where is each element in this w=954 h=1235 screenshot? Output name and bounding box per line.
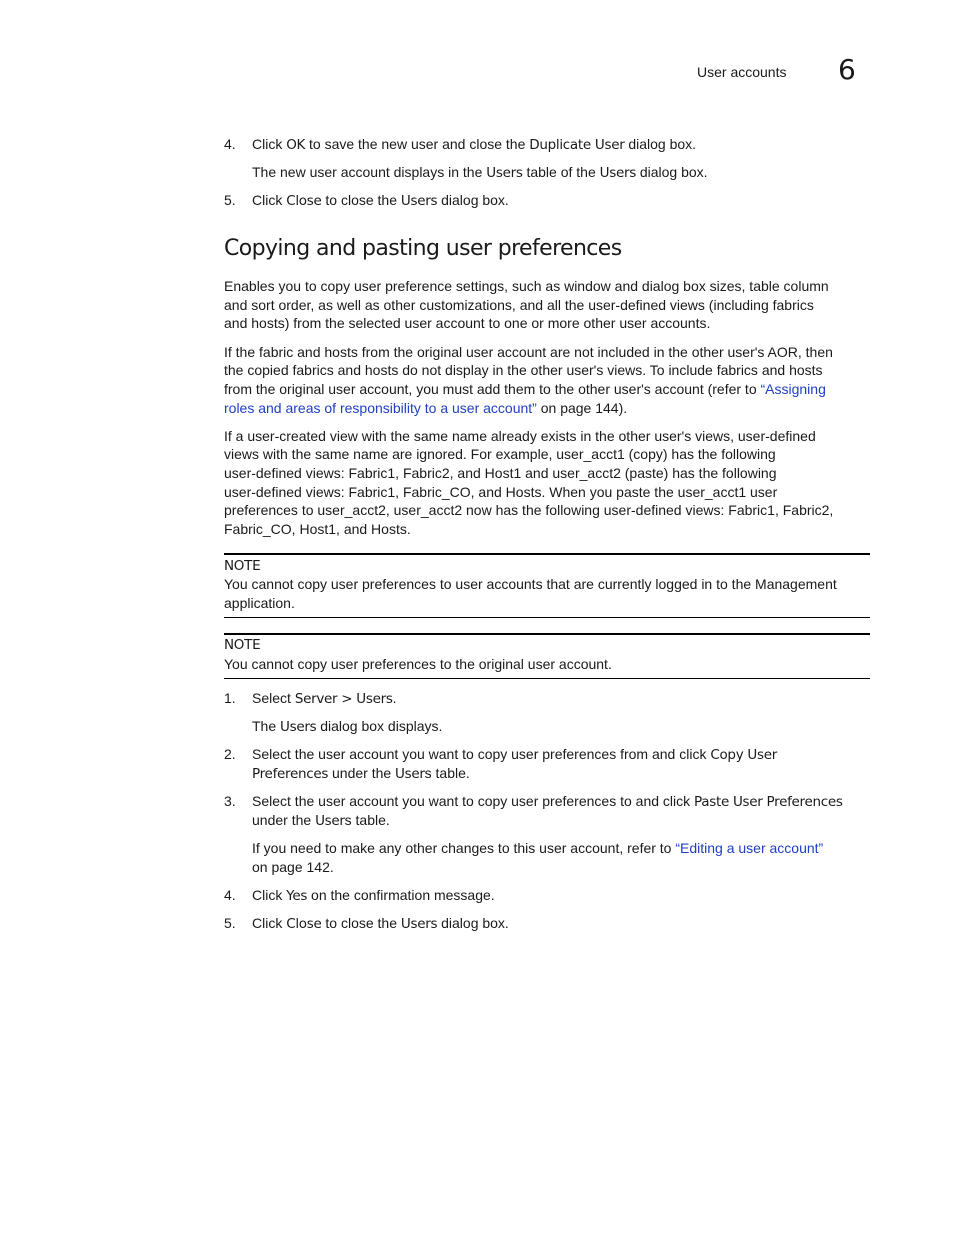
step-text: Select the user account you want to copy user preferences from and click — [252, 746, 711, 762]
step-3-cont — [252, 811, 390, 830]
note-label: NOTE — [224, 558, 261, 574]
duplicate-user-ref: Duplicate User — [529, 137, 625, 153]
users-table-ref: User — [315, 813, 345, 829]
copy-user-preferences-ref: Preferences — [252, 766, 329, 782]
users-table-ref: Users — [486, 165, 523, 181]
para1-line: Enables you to copy user preference settings, such as window and dialog box sizes, table column — [224, 278, 829, 294]
step-text: dialog box. — [437, 192, 509, 208]
users-dialog-ref: Users — [400, 193, 438, 209]
running-header-section: User accounts — [697, 64, 787, 80]
result-text: table of the — [522, 164, 600, 180]
para2-line: If the fabric and hosts from the original user account are not included in the other user's AOR, then — [224, 344, 833, 360]
users-dialog-ref: Users — [400, 916, 438, 932]
assigning-roles-link[interactable]: “Assigning — [760, 381, 826, 397]
chapter-number: 6 — [838, 53, 856, 86]
para3-line: user-defined views: Fabric1, Fabric_CO, and Hosts. When you paste the user_acct1 user — [224, 484, 778, 500]
users-dialog-ref: Users — [280, 719, 317, 735]
note-bottom-rule — [224, 678, 870, 679]
para2-line — [224, 380, 826, 398]
step-text: Click — [252, 192, 287, 208]
users-dialog-ref: Users — [599, 165, 636, 181]
step-2-cont — [252, 764, 470, 783]
note-text: application. — [224, 595, 295, 611]
para2-text: on page 144). — [536, 400, 628, 416]
para2-line — [224, 399, 627, 417]
step-text: to save the new user and close the — [305, 136, 530, 152]
step-text: Click — [252, 136, 287, 152]
paste-user-preferences-ref: Paste User Preferences — [694, 794, 843, 810]
note-top-rule — [224, 633, 870, 635]
step-text: dialog box. — [437, 915, 509, 931]
step-text: to close the — [321, 192, 401, 208]
step-number: 1. — [224, 690, 236, 706]
yes-button-ref: Yes — [286, 888, 308, 904]
para2-text: from the original user account, you must add them to the other user's account (refer to — [224, 381, 761, 397]
step-3-note — [252, 839, 823, 857]
step-text: to close the — [321, 915, 401, 931]
step-text: If you need to make any other changes to this user account, refer to — [252, 840, 676, 856]
note-label: NOTE — [224, 637, 261, 653]
step-number: 2. — [224, 746, 236, 762]
step-number: 3. — [224, 793, 236, 809]
editing-user-account-link[interactable]: “Editing a user account” — [675, 840, 824, 856]
step-text: on the confirmation message. — [307, 887, 495, 903]
step-number: 4. — [224, 887, 236, 903]
para3-line: user-defined views: Fabric1, Fabric2, and Host1 and user_acct2 (paste) has the following — [224, 465, 777, 481]
copy-user-preferences-ref: Copy User — [710, 747, 777, 763]
step-text: under the — [328, 765, 396, 781]
step-number: 5. — [224, 192, 236, 208]
result-text: dialog box displays. — [316, 718, 443, 734]
result-text: The — [252, 718, 281, 734]
users-table-ref: User — [395, 766, 425, 782]
server-users-menu-ref: Server > Users — [294, 691, 393, 707]
note-bottom-rule — [224, 617, 870, 618]
step-text: s table. — [344, 812, 390, 828]
para3-line: preferences to user_acct2, user_acct2 now has the following user-defined views: Fabric1, Fabric2, — [224, 502, 834, 518]
step-number: 4. — [224, 136, 236, 152]
step-number: 5. — [224, 915, 236, 931]
para1-line: and hosts) from the selected user account to one or more other user accounts. — [224, 315, 711, 331]
note-text: You cannot copy user preferences to user accounts that are currently logged in to the Management — [224, 576, 837, 592]
note-top-rule — [224, 553, 870, 555]
para1-line: and sort order, as well as other customizations, and all the user-defined views (including fabrics — [224, 297, 814, 313]
step-text: s table. — [424, 765, 470, 781]
result-text: The new user account displays in the — [252, 164, 487, 180]
step-text: . — [392, 690, 397, 706]
step-4-result — [252, 163, 708, 182]
close-button-ref: Close — [286, 916, 322, 932]
ok-button-ref: OK — [286, 137, 306, 153]
para2-line: the copied fabrics and hosts do not display in the other user's views. To include fabrics and hosts — [224, 362, 823, 378]
close-button-ref: Close — [286, 193, 322, 209]
step-text: Click — [252, 887, 287, 903]
result-text: dialog box. — [635, 164, 708, 180]
step-text: Select the user account you want to copy user preferences to and click — [252, 793, 695, 809]
step-text: Select — [252, 690, 295, 706]
para3-line: views with the same name are ignored. For example, user_acct1 (copy) has the following — [224, 446, 776, 462]
step-text: Click — [252, 915, 287, 931]
step-text: under the — [252, 812, 316, 828]
para3-line: If a user-created view with the same name already exists in the other user's views, user-defined — [224, 428, 816, 444]
note-text: You cannot copy user preferences to the original user account. — [224, 656, 612, 672]
step-3-note-cont: on page 142. — [252, 859, 334, 875]
para3-line: Fabric_CO, Host1, and Hosts. — [224, 521, 411, 537]
section-heading: Copying and pasting user preferences — [224, 236, 622, 261]
step-text: dialog box. — [624, 136, 697, 152]
assigning-roles-link[interactable]: roles and areas of responsibility to a user account” — [224, 400, 537, 416]
step-1-result — [252, 717, 442, 736]
